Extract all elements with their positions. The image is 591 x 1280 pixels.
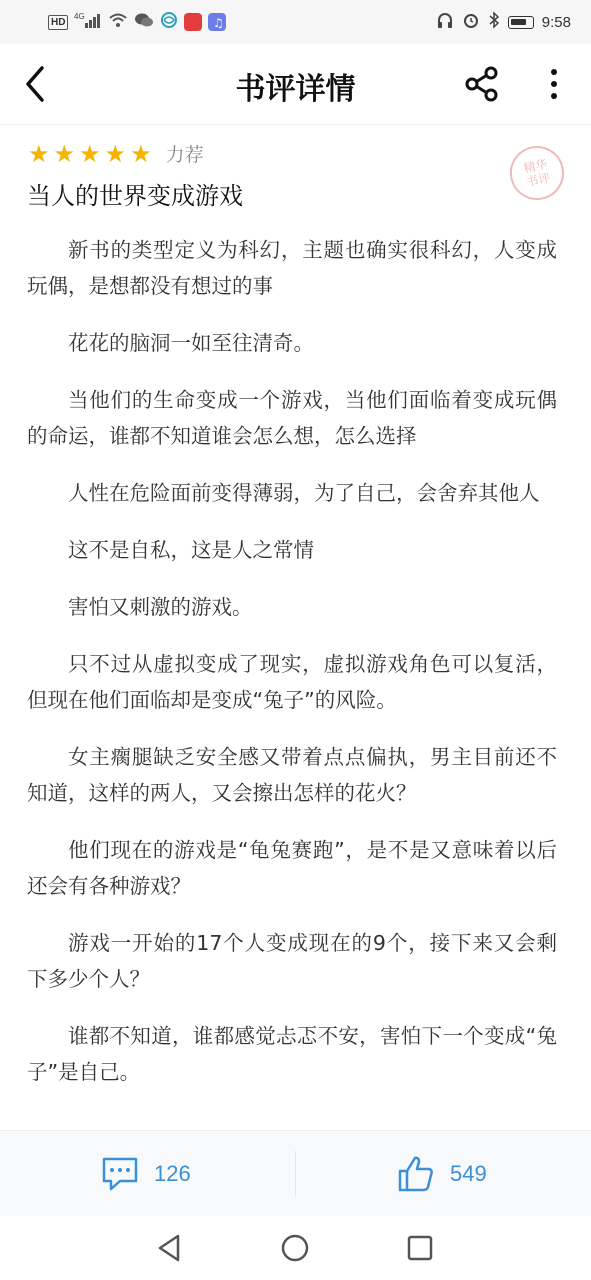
- star-icon: ★: [28, 139, 50, 168]
- star-icon: ★: [130, 139, 152, 168]
- comment-icon: [100, 1155, 140, 1193]
- back-triangle-icon: [152, 1230, 188, 1266]
- status-right: [436, 11, 571, 33]
- bluetooth-icon: [488, 11, 500, 33]
- system-back-button[interactable]: [152, 1230, 188, 1266]
- like-button[interactable]: [396, 1149, 487, 1199]
- wifi-icon: [108, 12, 128, 32]
- share-icon: [462, 64, 502, 104]
- comment-button[interactable]: [100, 1149, 191, 1199]
- action-bar: [0, 1130, 591, 1217]
- recents-square-icon: [402, 1230, 438, 1266]
- review-paragraph: 这不是自私，这是人之常情: [68, 538, 314, 562]
- alarm-icon: [462, 11, 480, 33]
- system-nav-bar: [0, 1216, 591, 1280]
- signal-icon: [74, 11, 102, 33]
- review-title: 当人的世界变成游戏: [27, 182, 243, 210]
- divider: [295, 1151, 296, 1197]
- wechat-icon: [134, 12, 154, 32]
- system-home-button[interactable]: [277, 1230, 313, 1266]
- like-count: 549: [450, 1161, 487, 1186]
- review-paragraph: 害怕又刺激的游戏。: [68, 595, 253, 619]
- review-paragraph: 游戏一开始的17个人变成现在的9个，接下来又会剩下多少个人？: [27, 931, 557, 991]
- star-icon: ★: [53, 139, 76, 168]
- title-bar: [0, 44, 591, 125]
- huawei-app-icon: [184, 13, 202, 31]
- headphones-icon: [436, 11, 454, 33]
- review-paragraph: 人性在危险面前变得薄弱，为了自己，会舍弃其他人: [68, 481, 540, 505]
- review-paragraph: 谁都不知道，谁都感觉忐忑不安，害怕下一个变成“兔子”是自己。: [27, 1024, 557, 1084]
- app-icon: [160, 11, 178, 33]
- star-icon: ★: [79, 139, 101, 168]
- rating-row: [28, 140, 204, 167]
- system-recents-button[interactable]: [402, 1230, 438, 1266]
- music-app-icon: [208, 13, 226, 31]
- review-paragraph: 女主瘸腿缺乏安全感又带着点点偏执，男主目前还不知道，这样的两人，又会擦出怎样的花火？: [27, 745, 557, 805]
- star-rating: [28, 139, 152, 168]
- status-left: [48, 11, 226, 33]
- status-bar: [0, 0, 591, 44]
- page-title: 书评详情: [235, 72, 356, 107]
- review-paragraph: 他们现在的游戏是“龟兔赛跑”，是不是又意味着以后还会有各种游戏？: [27, 838, 557, 898]
- more-button[interactable]: [540, 64, 568, 104]
- rating-label: 力荐: [165, 144, 204, 166]
- review-content: [0, 124, 591, 1130]
- stamp-text: 精华书评: [522, 156, 552, 190]
- hd-icon: HD: [48, 15, 68, 30]
- review-body: [27, 232, 557, 1111]
- review-paragraph: 当他们的生命变成一个游戏，当他们面临着变成玩偶的命运，谁都不知道谁会怎么想，怎么选择: [27, 388, 557, 448]
- more-vertical-icon: [540, 64, 568, 104]
- review-paragraph: 新书的类型定义为科幻，主题也确实很科幻，人变成玩偶，是想都没有想过的事: [27, 238, 557, 298]
- review-paragraph: 花花的脑洞一如至往清奇。: [68, 331, 314, 355]
- review-paragraph: 只不过从虚拟变成了现实，虚拟游戏角色可以复活，但现在他们面临却是变成“兔子”的风险。: [27, 652, 557, 712]
- battery-level: [511, 19, 526, 25]
- thumbs-up-icon: [396, 1154, 436, 1194]
- svg-text:♫: ♫: [213, 16, 225, 30]
- star-icon: ★: [104, 139, 127, 168]
- status-time: 9:58: [541, 13, 571, 31]
- featured-review-stamp: [505, 141, 569, 205]
- share-button[interactable]: [462, 64, 502, 104]
- comment-count: 126: [154, 1161, 191, 1186]
- svg-text:4G: 4G: [74, 12, 86, 21]
- home-circle-icon: [277, 1230, 313, 1266]
- battery-icon: [508, 16, 534, 29]
